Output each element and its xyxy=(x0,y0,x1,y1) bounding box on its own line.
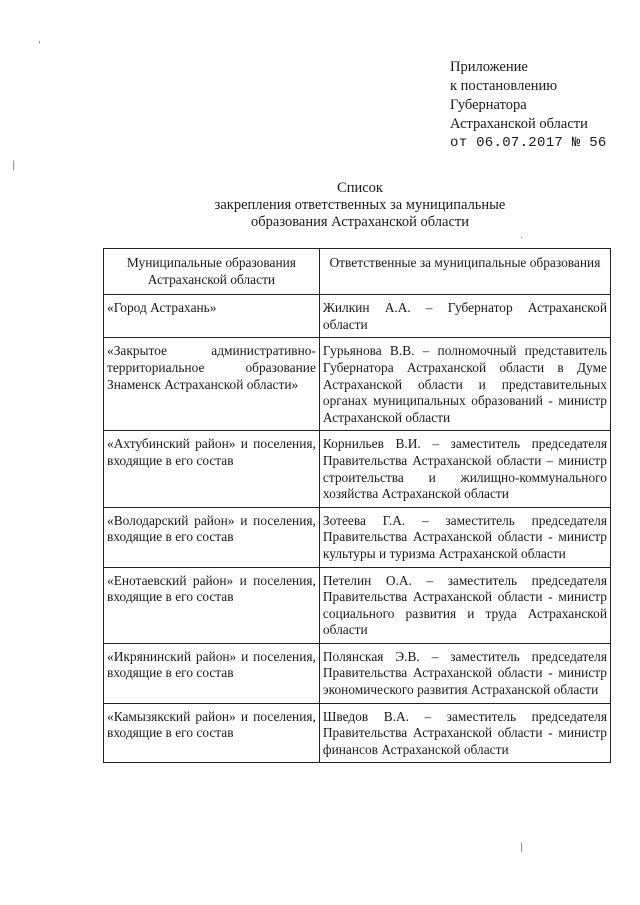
table-row xyxy=(104,431,611,507)
municipality-cell: «Ахтубинский район» и поселения, входящие в его состав xyxy=(104,431,320,507)
title-line: образования Астраханской области xyxy=(251,214,469,230)
table-row xyxy=(104,507,611,567)
responsible-cell: Петелин О.А. – заместитель председателя Правительства Астраханской области - министр социального развития и труда Астраханской области xyxy=(319,567,610,643)
table-row xyxy=(104,338,611,431)
table-row xyxy=(104,567,611,643)
municipality-cell: «Володарский район» и поселения, входящие в его состав xyxy=(104,507,320,567)
annex-line: Губернатора xyxy=(450,97,527,113)
header-responsible: Ответственные за муниципальные образования xyxy=(319,249,610,295)
table-row xyxy=(104,703,611,763)
municipality-cell: «Енотаевский район» и поселения, входящие в его состав xyxy=(104,567,320,643)
municipality-cell: «Камызякский район» и поселения, входящие в его состав xyxy=(104,703,320,763)
scan-speck: | xyxy=(520,842,524,853)
municipality-cell: «Город Астрахань» xyxy=(104,295,320,338)
municipality-cell: «Икрянинский район» и поселения, входящие в его состав xyxy=(104,643,320,703)
responsible-cell: Корнильев В.И. – заместитель председателя Правительства Астраханской области – министр строительства и жилищно-коммунального хозяйства Астраханской области xyxy=(319,431,610,507)
annex-line: Астраханской области xyxy=(450,116,588,132)
responsible-cell: Гурьянова В.В. – полномочный представитель Губернатора Астраханской области в Думе Астраханской области и представительных органах муниципальных образований - министр Астраханской области xyxy=(319,338,610,431)
annex-line: Приложение xyxy=(450,59,528,75)
header-municipalities: Муниципальные образования Астраханской области xyxy=(104,249,320,295)
document-title xyxy=(150,180,570,231)
municipality-cell: «Закрытое административно-территориальное образование Знаменск Астраханской области» xyxy=(104,338,320,431)
scan-speck: ' xyxy=(38,40,41,51)
responsible-cell: Шведов В.А. – заместитель председателя Правительства Астраханской области - министр финансов Астраханской области xyxy=(319,703,610,763)
annex-line: к постановлению xyxy=(450,78,558,94)
responsible-cell: Зотеева Г.А. – заместитель председателя Правительства Астраханской области - министр культуры и туризма Астраханской области xyxy=(319,507,610,567)
responsible-cell: Жилкин А.А. – Губернатор Астраханской области xyxy=(319,295,610,338)
table-row xyxy=(104,643,611,703)
scan-speck: . xyxy=(520,230,524,241)
assignment-table xyxy=(103,248,611,763)
annex-block xyxy=(450,58,607,153)
title-line: закрепления ответственных за муниципальные xyxy=(214,197,506,213)
table-header-row xyxy=(104,249,611,295)
title-line: Список xyxy=(337,180,383,196)
table-row xyxy=(104,295,611,338)
annex-date-line: от 06.07.2017 № 56 xyxy=(450,135,607,151)
scan-speck: | xyxy=(12,160,16,171)
responsible-cell: Полянская Э.В. – заместитель председателя Правительства Астраханской области - министр экономического развития Астраханской области xyxy=(319,643,610,703)
